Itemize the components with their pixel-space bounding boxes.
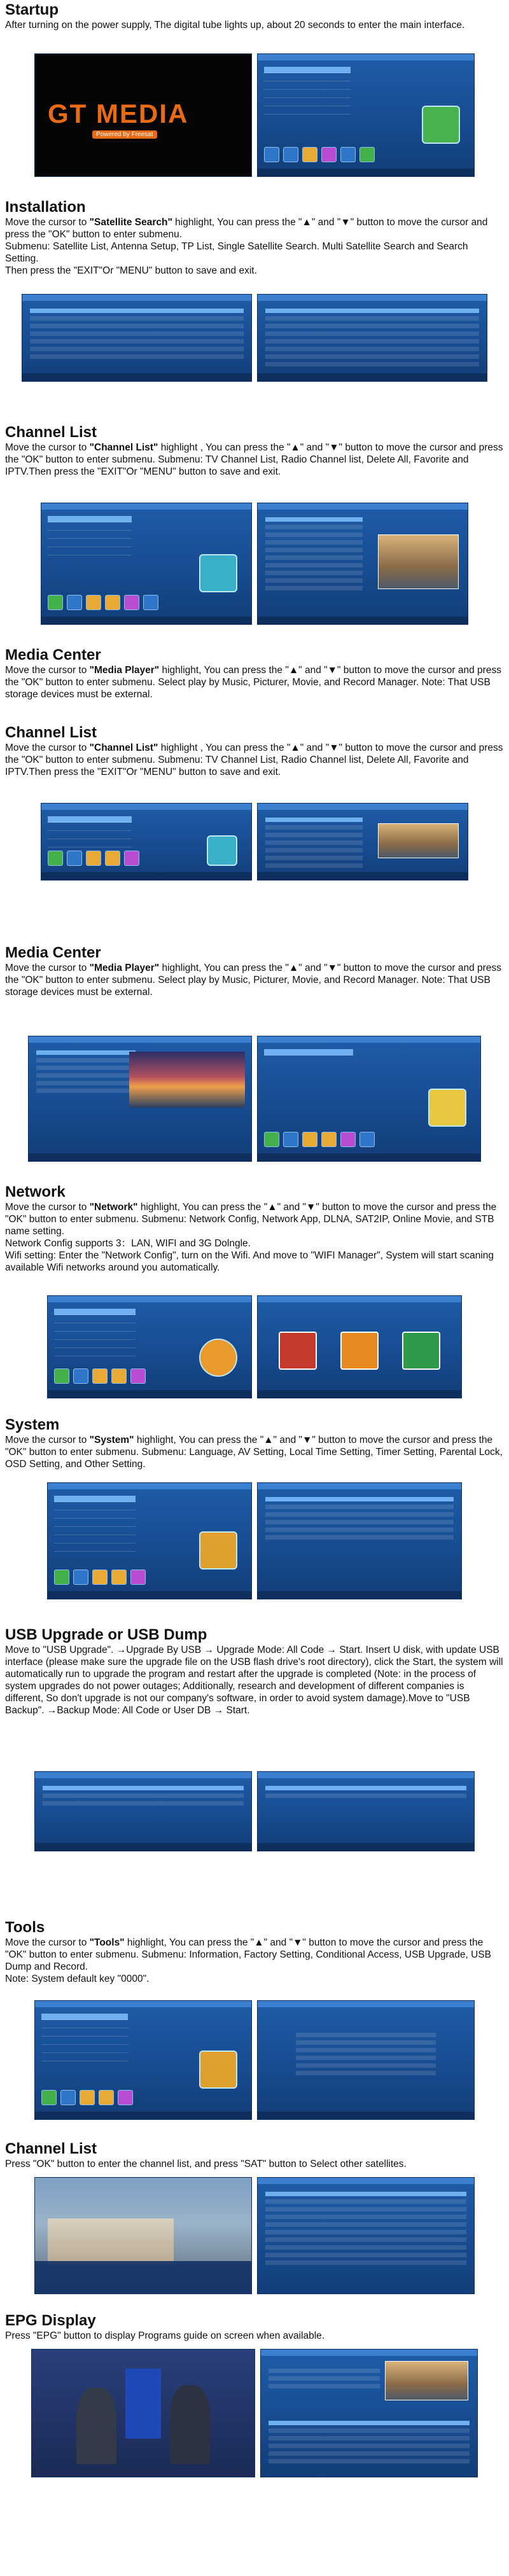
logo-brand: GT MEDIA	[48, 99, 189, 129]
channel-menu-screen-2	[41, 803, 252, 881]
highlight-term: "Network"	[89, 1202, 138, 1213]
usb-backup-screen	[257, 1771, 475, 1851]
section-heading: Installation	[5, 198, 86, 216]
startup-logo-screen	[34, 53, 252, 177]
system-menu-screen	[47, 1482, 252, 1599]
network-config-screen	[257, 1295, 462, 1398]
section-body: Move to "USB Upgrade". →Upgrade By USB → Upgrade Mode: All Code → Start. Insert U disk, with update USB interface (please make sure the upgrade file on the USB flash drive's root directory), click the Start, the system will automatically run to upgrade the program and restart after the upgrade is completed (Note: in the process of system upgrades do not power outages; Additionally, research and development of different companies is different, So don't upgrade is not our company's software, in order to avoid system damage).Move to "USB Backup". →Backup Mode: All Code or User DB → Start.	[5, 1645, 503, 1716]
screenshot-row-channel-2	[0, 803, 509, 881]
section-channel-list-3	[5, 2140, 504, 2170]
section-heading: Channel List	[5, 2140, 97, 2157]
satellite-icon	[422, 106, 460, 144]
section-body: Move the cursor to "Media Player" highlight, You can press the "▲" and "▼" button to move the cursor and press the "OK" button to enter submenu. Select play by Music, Picturer, Movie, and Record Manager. Note: That USB storage devices must be external.	[5, 665, 501, 700]
globe-icon	[199, 1339, 237, 1377]
section-media-center-2	[5, 944, 504, 998]
satellite-search-screen	[22, 294, 252, 382]
section-body-exit: Then press the "EXIT"Or "MENU" button to save and exit.	[5, 265, 257, 276]
section-network	[5, 1183, 504, 1274]
tv-channel-list-screen	[257, 503, 468, 625]
section-body	[5, 216, 504, 240]
section-heading: Channel List	[5, 724, 97, 741]
network-menu-screen	[47, 1295, 252, 1398]
section-heading: Media Center	[5, 646, 101, 664]
section-heading: Startup	[5, 1, 59, 18]
screenshot-row-media	[0, 1036, 509, 1162]
section-channel-list	[5, 424, 504, 478]
section-body-network-config: Network Config supports 3：LAN, WIFI and 3G Dolngle.	[5, 1238, 251, 1249]
usb-icon	[428, 1089, 466, 1127]
highlight-term: "Channel List"	[89, 742, 158, 753]
tv-channel-list-screen-2	[257, 803, 468, 881]
section-heading: Network	[5, 1183, 66, 1201]
section-heading: EPG Display	[5, 2312, 96, 2329]
section-heading: Tools	[5, 1919, 45, 1936]
highlight-term: "System"	[89, 1435, 134, 1445]
screenshot-row-installation	[0, 294, 509, 382]
screenshot-row-epg	[0, 2349, 509, 2477]
section-body-note: Note: System default key "0000".	[5, 1974, 150, 1984]
section-body: Move the cursor to "Channel List" highlight , You can press the "▲" and "▼" button to move the cursor and press the "OK" button to enter submenu. Submenu: TV Channel List, Radio Channel list, Delete All, Favorite and IPTV.Then press the "EXIT"Or "MENU" button to save and exit.	[5, 742, 503, 777]
section-body-submenu: Submenu: Satellite List, Antenna Setup, TP List, Single Satellite Search. Multi Satellite Search and Search Setting.	[5, 241, 468, 264]
section-body: Move the cursor to "Network" highlight, You can press the "▲" and "▼" button to move the cursor and press the "OK" button to enter submenu. Submenu: Network Config, Network App, DLNA, SAT2IP, Online Movie, and STB name setting.	[5, 1202, 497, 1237]
section-body: Move the cursor to "System" highlight, You can press the "▲" and "▼" button to move the cursor and press the "OK" button to enter submenu. Submenu: Language, AV Setting, Local Time Setting, Timer Setting, Parental Lock, OSD Setting, and Other Setting.	[5, 1435, 503, 1470]
screenshot-row-system	[0, 1482, 509, 1599]
other-setting-screen	[257, 1482, 462, 1599]
section-body: Move the cursor to "Channel List" highlight , You can press the "▲" and "▼" button to move the cursor and press the "OK" button to enter submenu. Submenu: TV Channel List, Radio Channel list, Delete All, Favorite and IPTV.Then press the "EXIT"Or "MENU" button to save and exit.	[5, 442, 503, 477]
section-system	[5, 1416, 504, 1470]
screenshot-row-network	[0, 1295, 509, 1398]
section-media-center	[5, 646, 504, 700]
section-body: Move the cursor to "Tools" highlight, You can press the "▲" and "▼" button to move the cursor and press the "OK" button to enter submenu. Submenu: Information, Factory Setting, Conditional Access, USB Upgrade, USB Dump and Record.	[5, 1937, 492, 1972]
installation-menu-screen	[257, 53, 475, 177]
section-body: Move the cursor to "Media Player" highlight, You can press the "▲" and "▼" button to move the cursor and press the "OK" button to enter submenu. Select play by Music, Picturer, Movie, and Record Manager. Note: That USB storage devices must be external.	[5, 963, 501, 998]
highlight-term: "Tools"	[89, 1937, 125, 1948]
section-channel-list-2	[5, 724, 504, 778]
section-body: After turning on the power supply, The digital tube lights up, about 20 seconds to enter the main interface.	[5, 20, 465, 31]
section-epg	[5, 2312, 504, 2342]
tools-menu-screen	[34, 2000, 252, 2120]
section-installation	[5, 198, 504, 277]
section-heading: Media Center	[5, 944, 101, 961]
sat-channel-list-screen	[257, 2177, 475, 2294]
tv-icon	[207, 835, 237, 866]
media-center-menu-screen	[257, 1036, 481, 1162]
epg-guide-screen	[260, 2349, 478, 2477]
body-text: highlight, You can press the "▲" and "▼" button to move the cursor and press the "OK" button to enter submenu.	[5, 217, 488, 240]
media-player-screen	[28, 1036, 252, 1162]
tv-icon	[199, 554, 237, 592]
section-tools	[5, 1919, 504, 1985]
logo-tagline: Powered by Freesat	[92, 130, 157, 139]
highlight-term: "Channel List"	[89, 442, 158, 453]
screenshot-row-channel-3	[0, 2177, 509, 2294]
screenshot-row-tools	[0, 2000, 509, 2120]
screenshot-row-startup	[0, 53, 509, 177]
satellite-list-screen	[257, 294, 487, 382]
section-heading: System	[5, 1416, 60, 1433]
screenshot-row-usb	[0, 1771, 509, 1851]
section-body-wifi: Wifi setting: Enter the "Network Config", turn on the Wifi. And move to "WIFI Manager", System will start scaning available Wifi networks around you automatically.	[5, 1250, 494, 1273]
section-startup	[5, 1, 504, 31]
section-body: Press "EPG" button to display Programs guide on screen when available.	[5, 2330, 325, 2341]
usb-upgrade-screen	[34, 1771, 252, 1851]
live-news-screen	[31, 2349, 255, 2477]
section-body: Press "OK" button to enter the channel list, and press "SAT" button to Select other satellites.	[5, 2159, 407, 2169]
live-tv-screen	[34, 2177, 252, 2294]
highlight-term: "Satellite Search"	[89, 217, 172, 228]
body-text: Move the cursor to	[5, 217, 90, 228]
channel-menu-screen	[41, 503, 252, 625]
section-heading: Channel List	[5, 424, 97, 441]
highlight-term: "Media Player"	[89, 963, 160, 973]
section-usb-upgrade	[5, 1626, 504, 1716]
gtmedia-logo	[48, 99, 213, 138]
information-screen	[257, 2000, 475, 2120]
screenshot-row-channel	[0, 503, 509, 625]
section-heading: USB Upgrade or USB Dump	[5, 1626, 207, 1643]
highlight-term: "Media Player"	[89, 665, 160, 676]
tools-icon	[199, 2050, 237, 2089]
gear-icon	[199, 1531, 237, 1570]
